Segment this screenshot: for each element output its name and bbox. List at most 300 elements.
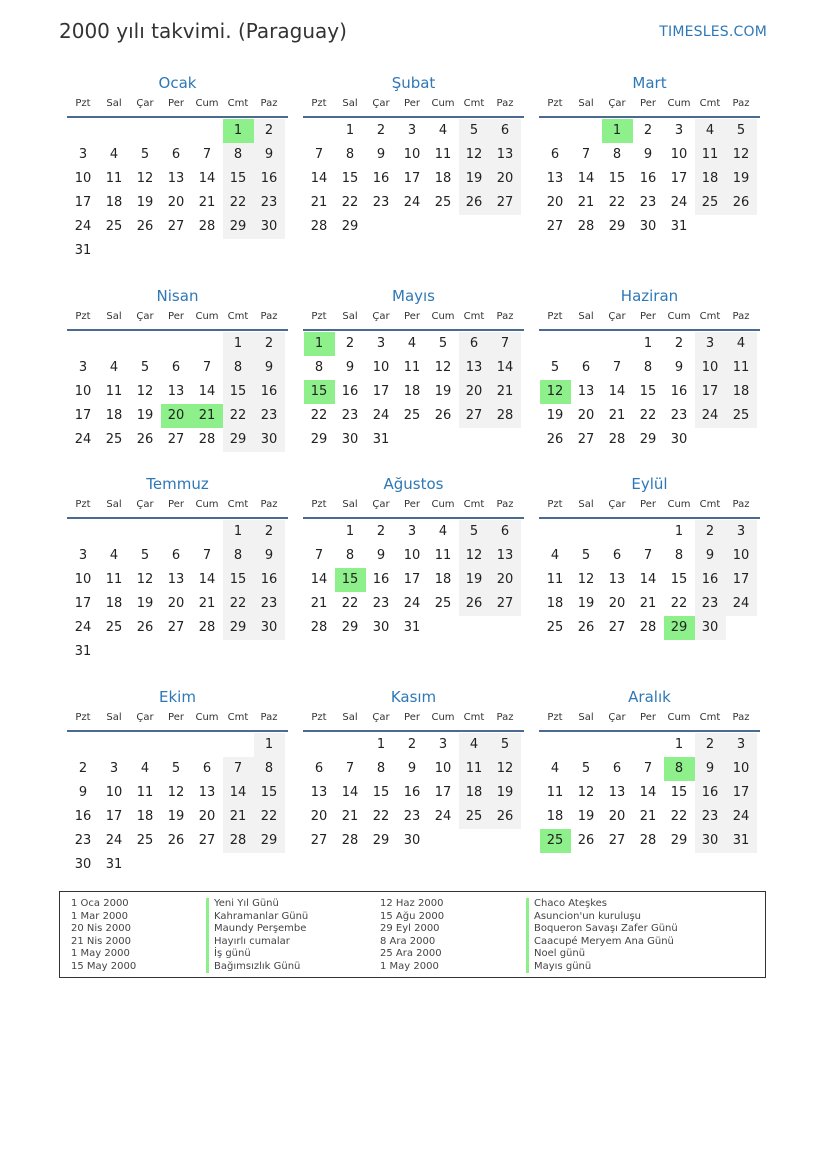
holiday-day-cell: 21 — [192, 404, 223, 428]
day-cell: 28 — [310, 219, 328, 234]
day-cell: 19 — [136, 596, 154, 611]
day-cell: 10 — [372, 360, 390, 375]
day-cell: 9 — [345, 360, 355, 375]
day-cell: 21 — [198, 195, 216, 210]
day-cell: 6 — [612, 761, 622, 776]
day-cell: 26 — [167, 833, 185, 848]
day-cell: 6 — [314, 761, 324, 776]
weekday-label: Çar — [372, 712, 390, 723]
day-cell: 8 — [376, 761, 386, 776]
day-cell: 4 — [407, 336, 417, 351]
weekday-label: Cum — [431, 311, 455, 322]
day-cell: 24 — [105, 833, 123, 848]
day-cell: 30 — [254, 215, 285, 239]
day-cell: 17 — [74, 408, 92, 423]
legend-date: 1 May 2000 — [71, 948, 130, 959]
weekday-label: Cum — [195, 311, 219, 322]
day-cell: 21 — [310, 195, 328, 210]
weekday-label: Çar — [608, 499, 626, 510]
day-cell: 22 — [341, 596, 359, 611]
day-cell: 18 — [434, 572, 452, 587]
day-cell: 21 — [223, 805, 254, 829]
day-cell: 10 — [434, 761, 452, 776]
day-cell: 2 — [345, 336, 355, 351]
day-cell: 11 — [434, 147, 452, 162]
day-cell: 18 — [105, 596, 123, 611]
weekday-label: Paz — [732, 311, 750, 322]
weekday-label: Paz — [260, 311, 278, 322]
day-cell: 23 — [74, 833, 92, 848]
weekday-label: Per — [168, 712, 184, 723]
day-cell: 27 — [167, 620, 185, 635]
day-cell: 17 — [403, 171, 421, 186]
day-cell: 27 — [608, 833, 626, 848]
day-cell: 7 — [314, 548, 324, 563]
day-cell: 31 — [74, 243, 92, 258]
day-cell: 25 — [459, 805, 490, 829]
day-cell: 20 — [167, 596, 185, 611]
weekday-label: Per — [404, 712, 420, 723]
day-cell: 19 — [434, 384, 452, 399]
weekday-label: Sal — [578, 712, 594, 723]
day-cell: 8 — [223, 544, 254, 568]
day-cell: 22 — [372, 809, 390, 824]
day-cell: 26 — [546, 432, 564, 447]
day-cell: 2 — [643, 123, 653, 138]
holiday-day-cell: 29 — [664, 616, 695, 640]
day-cell: 22 — [341, 195, 359, 210]
day-cell: 27 — [167, 219, 185, 234]
day-cell: 11 — [546, 572, 564, 587]
day-cell: 31 — [74, 644, 92, 659]
day-cell: 25 — [434, 596, 452, 611]
day-cell: 20 — [608, 809, 626, 824]
day-cell: 2 — [376, 524, 386, 539]
day-cell: 10 — [74, 171, 92, 186]
day-cell: 29 — [223, 428, 254, 452]
holiday-day-cell: 1 — [223, 119, 254, 143]
day-cell: 26 — [136, 219, 154, 234]
day-cell: 29 — [608, 219, 626, 234]
day-cell: 7 — [612, 360, 622, 375]
day-cell: 22 — [223, 592, 254, 616]
day-cell: 24 — [695, 404, 726, 428]
day-cell: 5 — [581, 761, 591, 776]
day-cell: 23 — [695, 805, 726, 829]
day-cell: 21 — [639, 809, 657, 824]
day-cell: 5 — [726, 119, 757, 143]
day-cell: 26 — [459, 592, 490, 616]
day-cell: 26 — [136, 432, 154, 447]
day-cell: 4 — [550, 548, 560, 563]
weekday-label: Çar — [608, 311, 626, 322]
day-cell: 16 — [670, 384, 688, 399]
day-cell: 16 — [695, 781, 726, 805]
day-cell: 24 — [434, 809, 452, 824]
day-cell: 28 — [198, 620, 216, 635]
day-cell: 6 — [490, 520, 521, 544]
day-cell: 29 — [341, 620, 359, 635]
day-cell: 4 — [695, 119, 726, 143]
day-cell: 16 — [254, 568, 285, 592]
day-cell: 4 — [438, 524, 448, 539]
day-cell: 2 — [674, 336, 684, 351]
day-cell: 4 — [109, 360, 119, 375]
day-cell: 8 — [345, 548, 355, 563]
weekday-label: Pzt — [75, 311, 91, 322]
day-cell: 14 — [198, 572, 216, 587]
weekday-label: Cmt — [699, 311, 721, 322]
holiday-day-cell: 1 — [602, 119, 633, 143]
day-cell: 14 — [198, 171, 216, 186]
weekday-label: Çar — [372, 98, 390, 109]
day-cell: 13 — [608, 785, 626, 800]
weekday-header — [539, 499, 760, 519]
weekday-label: Pzt — [311, 499, 327, 510]
day-cell: 6 — [612, 548, 622, 563]
day-cell: 29 — [639, 432, 657, 447]
day-cell: 29 — [254, 829, 285, 853]
weekday-label: Cmt — [699, 712, 721, 723]
day-cell: 31 — [670, 219, 688, 234]
weekday-label: Sal — [342, 712, 358, 723]
day-cell: 27 — [310, 833, 328, 848]
day-cell: 30 — [639, 219, 657, 234]
day-cell: 20 — [577, 408, 595, 423]
day-cell: 6 — [581, 360, 591, 375]
weekday-label: Cmt — [699, 98, 721, 109]
month-name: Aralık — [628, 688, 671, 706]
day-cell: 25 — [546, 620, 564, 635]
day-cell: 4 — [140, 761, 150, 776]
day-cell: 15 — [223, 380, 254, 404]
day-cell: 4 — [438, 123, 448, 138]
day-cell: 2 — [254, 332, 285, 356]
day-cell: 25 — [403, 408, 421, 423]
day-cell: 25 — [105, 620, 123, 635]
day-cell: 1 — [223, 520, 254, 544]
day-cell: 20 — [608, 596, 626, 611]
weekday-label: Sal — [106, 712, 122, 723]
day-cell: 26 — [136, 620, 154, 635]
weekday-label: Çar — [372, 499, 390, 510]
day-cell: 15 — [223, 167, 254, 191]
weekday-label: Pzt — [311, 311, 327, 322]
day-cell: 12 — [167, 785, 185, 800]
day-cell: 21 — [490, 380, 521, 404]
day-cell: 24 — [74, 620, 92, 635]
day-cell: 19 — [459, 167, 490, 191]
day-cell: 16 — [254, 167, 285, 191]
weekday-label: Çar — [608, 98, 626, 109]
weekday-label: Çar — [136, 712, 154, 723]
holiday-legend — [59, 891, 766, 978]
day-cell: 5 — [550, 360, 560, 375]
day-cell: 2 — [695, 520, 726, 544]
legend-date: 8 Ara 2000 — [380, 935, 436, 947]
day-cell: 26 — [434, 408, 452, 423]
weekday-label: Cmt — [463, 98, 485, 109]
day-cell: 24 — [726, 592, 757, 616]
day-cell: 3 — [695, 332, 726, 356]
brand-link[interactable]: TIMESLES.COM — [659, 24, 767, 40]
day-cell: 22 — [608, 195, 626, 210]
day-cell: 23 — [254, 191, 285, 215]
day-cell: 28 — [223, 829, 254, 853]
day-cell: 5 — [490, 733, 521, 757]
day-cell: 8 — [612, 147, 622, 162]
day-cell: 30 — [372, 620, 390, 635]
weekday-label: Pzt — [311, 712, 327, 723]
day-cell: 20 — [310, 809, 328, 824]
day-cell: 26 — [490, 805, 521, 829]
legend-dates-right — [380, 898, 444, 973]
day-cell: 16 — [403, 785, 421, 800]
month-name: Mayıs — [392, 287, 435, 305]
day-cell: 19 — [726, 167, 757, 191]
day-cell: 24 — [372, 408, 390, 423]
weekday-label: Cum — [431, 499, 455, 510]
day-cell: 11 — [136, 785, 154, 800]
day-cell: 11 — [434, 548, 452, 563]
day-cell: 3 — [726, 520, 757, 544]
day-cell: 12 — [136, 572, 154, 587]
day-cell: 20 — [546, 195, 564, 210]
holiday-day-cell: 20 — [161, 404, 192, 428]
day-cell: 1 — [674, 524, 684, 539]
day-cell: 19 — [167, 809, 185, 824]
legend-date: 20 Nis 2000 — [71, 923, 131, 934]
day-cell: 23 — [403, 809, 421, 824]
weekday-label: Cmt — [227, 712, 249, 723]
day-cell: 23 — [254, 404, 285, 428]
weekday-label: Çar — [372, 311, 390, 322]
day-cell: 12 — [136, 384, 154, 399]
legend-date: 1 Mar 2000 — [71, 910, 129, 922]
day-cell: 1 — [345, 524, 355, 539]
day-cell: 28 — [341, 833, 359, 848]
day-cell: 7 — [314, 147, 324, 162]
day-cell: 4 — [726, 332, 757, 356]
day-cell: 7 — [223, 757, 254, 781]
day-cell: 9 — [695, 757, 726, 781]
day-cell: 6 — [550, 147, 560, 162]
day-cell: 5 — [171, 761, 181, 776]
day-cell: 9 — [695, 544, 726, 568]
day-cell: 17 — [695, 380, 726, 404]
day-cell: 31 — [372, 432, 390, 447]
day-cell: 12 — [459, 544, 490, 568]
day-cell: 14 — [639, 572, 657, 587]
day-cell: 18 — [136, 809, 154, 824]
day-cell: 17 — [726, 568, 757, 592]
weekday-label: Çar — [608, 712, 626, 723]
day-cell: 11 — [403, 360, 421, 375]
day-cell: 1 — [345, 123, 355, 138]
day-cell: 10 — [695, 356, 726, 380]
day-cell: 12 — [490, 757, 521, 781]
day-cell: 27 — [459, 404, 490, 428]
day-cell: 13 — [577, 384, 595, 399]
day-cell: 24 — [74, 432, 92, 447]
legend-holiday-name: Boqueron Savaşı Zafer Günü — [526, 923, 678, 936]
legend-date: 12 Haz 2000 — [380, 898, 444, 909]
weekday-label: Cum — [195, 98, 219, 109]
day-cell: 21 — [639, 596, 657, 611]
day-cell: 13 — [546, 171, 564, 186]
day-cell: 5 — [581, 548, 591, 563]
day-cell: 11 — [546, 785, 564, 800]
day-cell: 3 — [674, 123, 684, 138]
day-cell: 13 — [198, 785, 216, 800]
day-cell: 7 — [643, 548, 653, 563]
day-cell: 5 — [140, 147, 150, 162]
day-cell: 11 — [105, 572, 123, 587]
day-cell: 21 — [577, 195, 595, 210]
legend-names-right — [526, 898, 678, 973]
month-name: Mart — [632, 74, 667, 92]
day-cell: 16 — [695, 568, 726, 592]
day-cell: 9 — [78, 785, 88, 800]
day-cell: 3 — [78, 147, 88, 162]
day-cell: 13 — [167, 171, 185, 186]
legend-holiday-name: Chaco Ateşkes — [526, 898, 678, 911]
day-cell: 25 — [695, 191, 726, 215]
weekday-label: Cum — [667, 311, 691, 322]
day-cell: 10 — [403, 147, 421, 162]
day-cell: 10 — [74, 572, 92, 587]
day-cell: 12 — [434, 360, 452, 375]
day-cell: 8 — [345, 147, 355, 162]
weekday-header — [303, 311, 524, 331]
day-cell: 28 — [310, 620, 328, 635]
day-cell: 17 — [74, 195, 92, 210]
day-cell: 3 — [78, 360, 88, 375]
day-cell: 23 — [254, 592, 285, 616]
day-cell: 16 — [372, 572, 390, 587]
day-cell: 7 — [202, 360, 212, 375]
day-cell: 12 — [136, 171, 154, 186]
weekday-label: Sal — [342, 311, 358, 322]
day-cell: 1 — [254, 733, 285, 757]
day-cell: 29 — [310, 432, 328, 447]
day-cell: 12 — [459, 143, 490, 167]
day-cell: 12 — [577, 785, 595, 800]
day-cell: 15 — [670, 785, 688, 800]
day-cell: 17 — [670, 171, 688, 186]
weekday-header — [67, 98, 288, 118]
day-cell: 7 — [581, 147, 591, 162]
day-cell: 23 — [341, 408, 359, 423]
weekday-label: Çar — [136, 98, 154, 109]
day-cell: 5 — [459, 520, 490, 544]
month-name: Ekim — [159, 688, 196, 706]
day-cell: 22 — [223, 191, 254, 215]
day-cell: 18 — [546, 596, 564, 611]
day-cell: 12 — [726, 143, 757, 167]
day-cell: 13 — [167, 572, 185, 587]
day-cell: 10 — [74, 384, 92, 399]
weekday-label: Cum — [195, 499, 219, 510]
day-cell: 10 — [105, 785, 123, 800]
weekday-label: Pzt — [75, 499, 91, 510]
day-cell: 1 — [643, 336, 653, 351]
holiday-day-cell: 15 — [335, 568, 366, 592]
day-cell: 15 — [670, 572, 688, 587]
day-cell: 29 — [223, 215, 254, 239]
day-cell: 3 — [376, 336, 386, 351]
day-cell: 8 — [643, 360, 653, 375]
day-cell: 6 — [171, 548, 181, 563]
day-cell: 16 — [254, 380, 285, 404]
day-cell: 7 — [643, 761, 653, 776]
day-cell: 18 — [434, 171, 452, 186]
weekday-label: Pzt — [547, 499, 563, 510]
day-cell: 29 — [670, 833, 688, 848]
day-cell: 14 — [577, 171, 595, 186]
day-cell: 30 — [254, 428, 285, 452]
weekday-label: Sal — [578, 98, 594, 109]
day-cell: 31 — [726, 829, 757, 853]
weekday-label: Paz — [260, 712, 278, 723]
day-cell: 11 — [726, 356, 757, 380]
day-cell: 20 — [490, 568, 521, 592]
day-cell: 19 — [136, 408, 154, 423]
day-cell: 19 — [577, 809, 595, 824]
day-cell: 5 — [140, 548, 150, 563]
month-name: Şubat — [391, 74, 436, 92]
day-cell: 15 — [341, 171, 359, 186]
legend-holiday-name: Yeni Yıl Günü — [206, 898, 308, 911]
day-cell: 21 — [198, 596, 216, 611]
day-cell: 9 — [254, 544, 285, 568]
day-cell: 12 — [577, 572, 595, 587]
day-cell: 28 — [639, 833, 657, 848]
day-cell: 30 — [670, 432, 688, 447]
weekday-label: Per — [404, 311, 420, 322]
month-name: Temmuz — [146, 475, 209, 493]
day-cell: 8 — [223, 143, 254, 167]
weekday-label: Per — [640, 712, 656, 723]
holiday-day-cell: 8 — [664, 757, 695, 781]
day-cell: 18 — [726, 380, 757, 404]
weekday-label: Pzt — [75, 712, 91, 723]
weekday-label: Pzt — [547, 712, 563, 723]
weekday-header — [303, 499, 524, 519]
day-cell: 19 — [459, 568, 490, 592]
day-cell: 13 — [608, 572, 626, 587]
legend-holiday-name: Caacupé Meryem Ana Günü — [526, 936, 678, 949]
weekday-label: Paz — [732, 499, 750, 510]
legend-date: 25 Ara 2000 — [380, 948, 442, 959]
holiday-day-cell: 1 — [304, 332, 335, 356]
day-cell: 5 — [459, 119, 490, 143]
weekday-label: Sal — [342, 499, 358, 510]
weekday-label: Per — [640, 98, 656, 109]
day-cell: 20 — [198, 809, 216, 824]
holiday-day-cell: 12 — [540, 380, 571, 404]
day-cell: 18 — [459, 781, 490, 805]
weekday-label: Cmt — [699, 499, 721, 510]
legend-holiday-name: Kahramanlar Günü — [206, 911, 308, 924]
month-name: Nisan — [156, 287, 199, 305]
day-cell: 4 — [459, 733, 490, 757]
weekday-label: Cmt — [463, 311, 485, 322]
day-cell: 7 — [202, 147, 212, 162]
day-cell: 6 — [459, 332, 490, 356]
day-cell: 3 — [109, 761, 119, 776]
day-cell: 17 — [372, 384, 390, 399]
